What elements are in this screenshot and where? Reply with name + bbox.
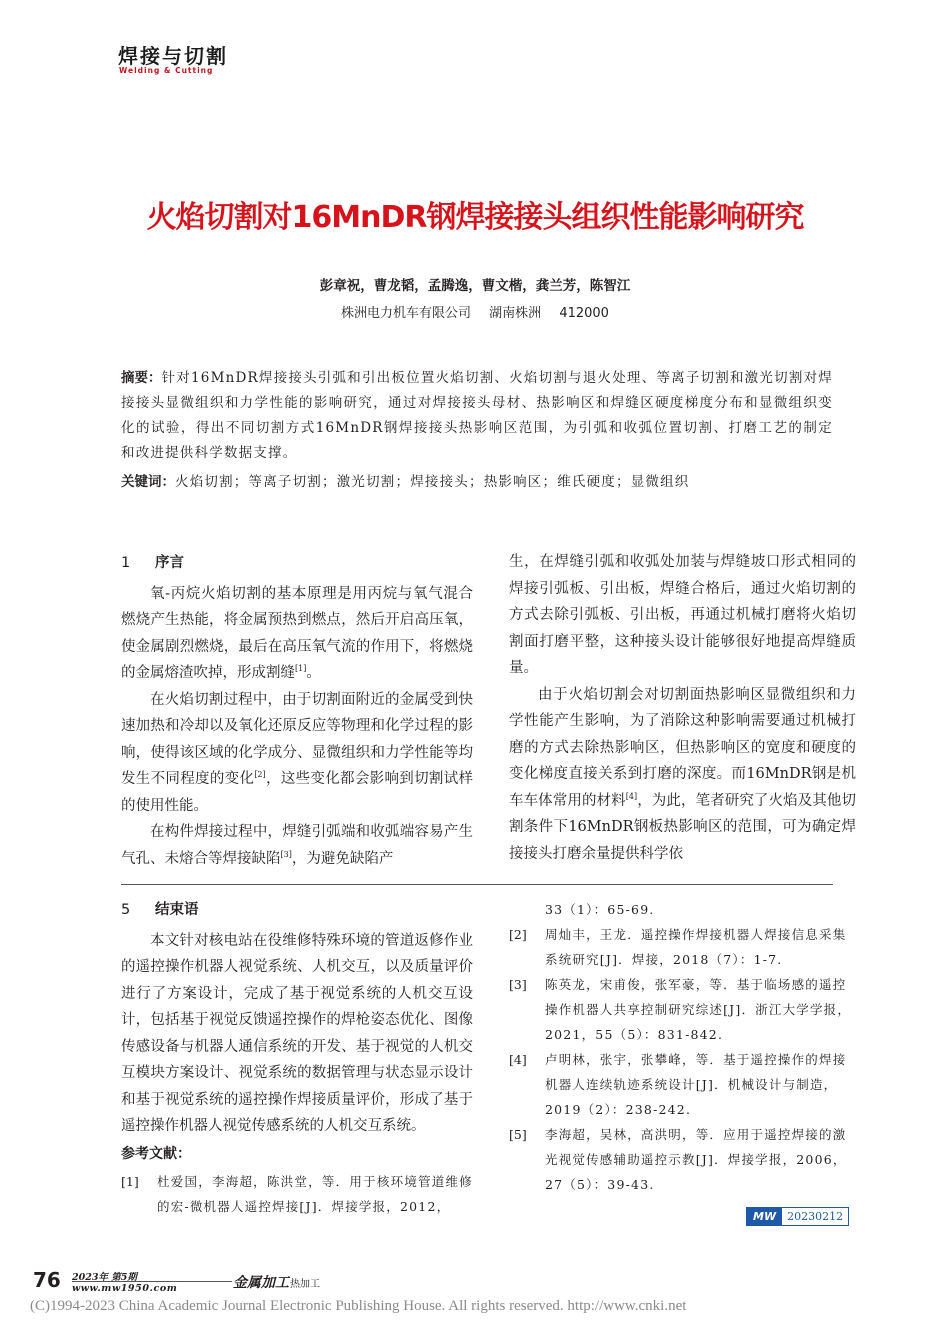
mw-date-badge — [746, 1207, 849, 1226]
section1-left-column — [121, 550, 473, 872]
mw-logo: MW — [747, 1208, 782, 1225]
issue-info: 2023年 第5期 — [72, 1272, 137, 1283]
section1-heading — [121, 550, 473, 577]
affiliation-org: 株洲电力机车有限公司 — [341, 306, 472, 321]
section1-paragraph-2: 在火焰切割过程中，由于切割面附近的金属受到快速加热和冷却以及氧化还原反应等物理和化学过程的影响，使得该区域的化学成分、显微组织和力学性能等均发生不同程度的变化[2]，这些变化都会影响到切割试样的使用性能。 — [121, 691, 474, 814]
journal-logo-cn: 焊接与切割 — [118, 44, 228, 68]
section1-paragraph-4: 由于火焰切割会对切割面热影响区显微组织和力学性能产生影响，为了消除这种影响需要通过机械打磨的方式去除热影响区，但热影响区的宽度和硬度的变化梯度直接关系到打磨的深度。而16MnDR钢是机车车体常用的材料[4]，为此，笔者研究了火焰及其他切割条件下16MnDR钢板热影响区的范围，可为确定焊接接头打磨余量提供科学依 — [509, 686, 856, 862]
section1-right-column — [509, 549, 856, 867]
keywords — [121, 470, 833, 495]
section1-num: 1 — [121, 555, 131, 571]
magazine-sub: 热加工 — [290, 1279, 320, 1290]
citation: [1] — [295, 664, 307, 674]
citation: [4] — [625, 791, 638, 801]
keywords-text: 火焰切割；等离子切割；激光切割；焊接接头；热影响区；维氏硬度；显微组织 — [175, 474, 690, 490]
section1-title: 序言 — [155, 555, 184, 571]
abstract — [121, 366, 833, 466]
reference-item: [1] 杜爱国，李海超，陈洪堂，等．用于核环境管道维修的宏-微机器人遥控焊接[J]．焊接学报，2012， — [121, 1174, 473, 1214]
reference-item: [4] 卢明林，张宇，张攀峰，等．基于遥控操作的焊接机器人连续轨迹系统设计[J]．机械设计与制造，2019（2）：238-242. — [509, 1052, 847, 1117]
article-affiliation — [0, 302, 950, 321]
affiliation-zip: 412000 — [559, 306, 609, 321]
affiliation-city: 湖南株洲 — [489, 306, 542, 321]
references-label: 参考文献： — [121, 1145, 191, 1162]
article-title: 火焰切割对16MnDR钢焊接接头组织性能影响研究 — [146, 200, 804, 235]
section1-paragraph-3: 在构件焊接过程中，焊缝引弧端和收弧端容易产生气孔、未熔合等焊接缺陷[3]，为避免缺陷产 — [121, 824, 473, 867]
section5-title: 结束语 — [155, 902, 199, 918]
page-number: 76 — [33, 1268, 61, 1292]
section1-paragraph-3-cont: 生，在焊缝引弧和收弧处加装与焊缝坡口形式相同的焊接引弧板、引出板，焊缝合格后，通过火焰切割的方式去除引弧板、引出板，再通过机械打磨将火焰切割面打磨平整，这种接头设计能够很好地提高焊缝质量。 — [509, 554, 856, 676]
section-divider — [121, 884, 833, 885]
magazine-name: 金属加工热加工 — [233, 1275, 320, 1291]
reference-item: [3] 陈英龙，宋甫俊，张军豪，等．基于临场感的遥控操作机器人共享控制研究综述[J]．浙江大学学报，2021，55（5）：831-842. — [509, 977, 852, 1042]
mw-date: 20230212 — [787, 1210, 844, 1223]
reference-item: 33（1）：65-69. — [545, 902, 655, 917]
section1-paragraph-1: 氧-丙烷火焰切割的基本原理是用丙烷与氧气混合燃烧产生热能，将金属预热到燃点，然后开启高压氧，使金属剧烈燃烧，最后在高压氧气流的作用下，将燃烧的金属熔渣吹掉，形成割缝[1]。 — [121, 585, 473, 681]
section5-paragraph: 本文针对核电站在役维修特殊环境的管道返修作业的遥控操作机器人视觉系统、人机交互，以及质量评价进行了方案设计，完成了基于视觉系统的人机交互设计，包括基于视觉反馈遥控操作的焊枪姿态优化、图像传感设备与机器人通信系统的开发、基于视觉的人机交互模块方案设计、视觉系统的数据管理与状态显示设计和基于视觉系统的遥控操作焊接质量评价，形成了基于遥控操作机器人视觉传感系统的人机交互系统。 — [121, 932, 473, 1134]
website: www.mw1950.com — [72, 1283, 178, 1294]
abstract-label: 摘要： — [121, 370, 162, 386]
abstract-text: 针对16MnDR焊接接头引弧和引出板位置火焰切割、火焰切割与退火处理、等离子切割和激光切割对焊接接头显微组织和力学性能的影响研究，通过对焊接接头母材、热影响区和焊缝区硬度梯度分布和显微组织变化的试验，得出不同切割方式16MnDR钢焊接接头热影响区范围，为引弧和收弧位置切割、打磨工艺的制定和改进提供科学数据支撑。 — [121, 370, 833, 461]
article-authors: 彭章祝，曹龙韬，孟腾逸，曹文楷，龚兰芳，陈智江 — [319, 278, 631, 294]
section5-heading — [121, 897, 473, 924]
citation: [3] — [280, 849, 292, 859]
cnki-copyright: (C)1994-2023 China Academic Journal Electronic Publishing House. All rights reserved. http://www.cnki.net — [30, 1298, 687, 1314]
references-right-column — [509, 897, 859, 1197]
journal-logo-en: Welding & Cutting — [119, 66, 214, 75]
footer-rule — [72, 1281, 232, 1282]
citation: [2] — [254, 770, 266, 780]
keywords-label: 关键词： — [121, 474, 175, 490]
reference-item: [2] 周灿丰，王龙．遥控操作焊接机器人焊接信息采集系统研究[J]．焊接，2018（7）：1-7. — [509, 927, 847, 967]
section5-num: 5 — [121, 902, 131, 918]
section5-left-column — [121, 897, 473, 1219]
reference-item: [5] 李海超，吴林，高洪明，等．应用于遥控焊接的激光视觉传感辅助遥控示教[J]．焊接学报，2006，27（5）：39-43. — [509, 1127, 847, 1192]
